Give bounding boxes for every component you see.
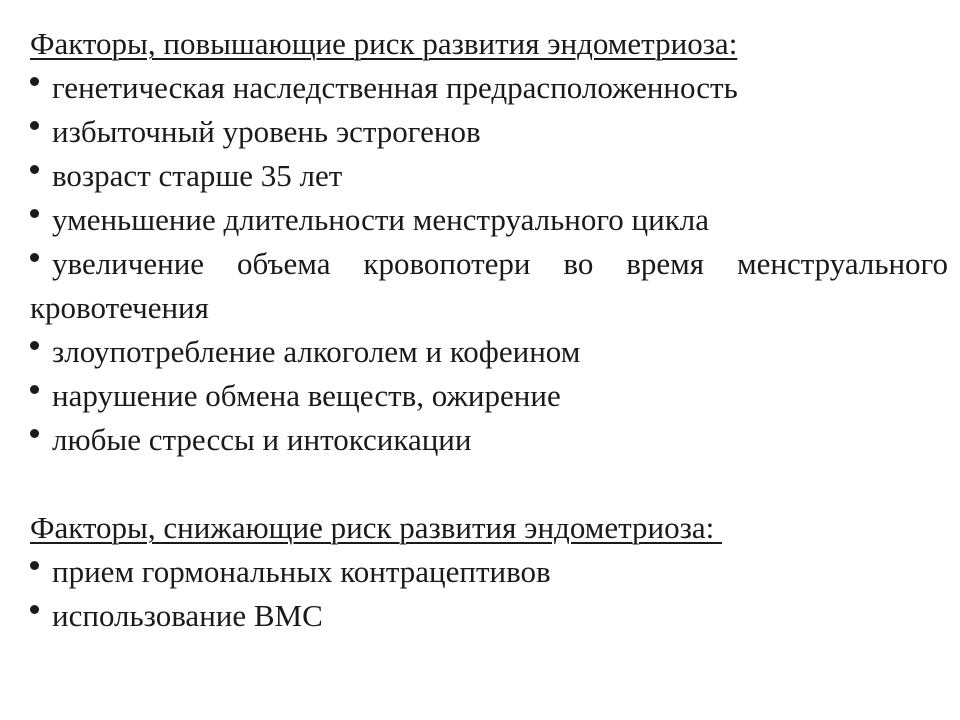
- list-item-text: нарушение обмена веществ, ожирение: [52, 378, 561, 413]
- list-item: [30, 418, 948, 462]
- list-item: [30, 154, 948, 198]
- list-item-text: генетическая наследственная предрасположенность: [52, 70, 738, 105]
- bullet-icon: [30, 341, 39, 350]
- slide-content: [30, 22, 948, 638]
- section-spacer: [30, 462, 948, 506]
- bullet-icon: [30, 209, 39, 218]
- bullet-icon: [30, 165, 39, 174]
- bullet-icon: [30, 121, 39, 130]
- list-item: [30, 594, 948, 638]
- list-item-text: злоупотребление алкоголем и кофеином: [52, 334, 581, 369]
- list-item-text: избыточный уровень эстрогенов: [52, 114, 481, 149]
- bullet-icon: [30, 253, 39, 262]
- list-item: [30, 550, 948, 594]
- bullet-icon: [30, 561, 39, 570]
- list-item: [30, 110, 948, 154]
- decreasing-risk-list: [30, 550, 948, 638]
- list-item: [30, 330, 948, 374]
- list-item-text: возраст старше 35 лет: [52, 158, 343, 193]
- list-item-text: уменьшение длительности менструального цикла: [52, 202, 709, 237]
- bullet-icon: [30, 605, 39, 614]
- list-item-text: любые стрессы и интоксикации: [52, 422, 472, 457]
- decreasing-risk-heading: Факторы, снижающие риск развития эндометриоза:: [30, 510, 722, 545]
- increasing-risk-heading: Факторы, повышающие риск развития эндометриоза:: [30, 26, 738, 61]
- list-item-text: использование ВМС: [52, 598, 323, 633]
- list-item-text: увеличение объема кровопотери во время менструального кровотечения: [30, 246, 948, 325]
- bullet-icon: [30, 385, 39, 394]
- bullet-icon: [30, 429, 39, 438]
- list-item-text: прием гормональных контрацептивов: [52, 554, 551, 589]
- increasing-risk-list: [30, 66, 948, 462]
- list-item: [30, 374, 948, 418]
- bullet-icon: [30, 77, 39, 86]
- list-item: [30, 242, 948, 330]
- list-item: [30, 66, 948, 110]
- list-item: [30, 198, 948, 242]
